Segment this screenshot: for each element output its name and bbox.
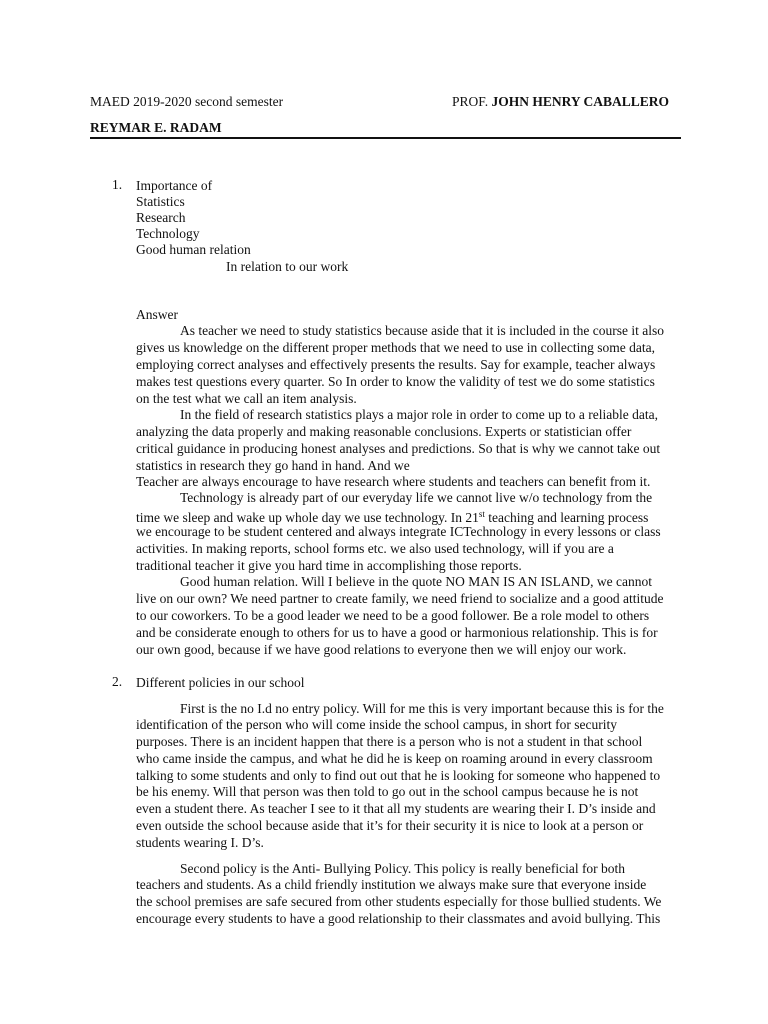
paragraph-line: Good human relation. Will I believe in the quote NO MAN IS AN ISLAND, we cannot	[180, 574, 652, 589]
professor-line	[452, 94, 669, 110]
paragraph-line: First is the no I.d no entry policy. Will for me this is very important because this is for the	[180, 701, 664, 716]
paragraph-line: identification of the person who will come inside the school campus, in short for security	[136, 717, 618, 732]
q1-line: Statistics	[136, 194, 185, 209]
paragraph-line: the school premises are safe secured from other students especially for those bullied students. We	[136, 894, 662, 909]
paragraph-line: students wearing I. D’s.	[136, 835, 264, 850]
paragraph-line: be his enemy. Will that person was then told to go out in the school campus because he is not	[136, 784, 639, 799]
professor-prefix: PROF.	[452, 94, 489, 109]
paragraph-line: on the test what we call an item analysis.	[136, 391, 357, 406]
q1-line: Research	[136, 210, 186, 225]
q1-line: Technology	[136, 226, 200, 241]
text-run: teaching and learning process	[484, 510, 649, 525]
paragraph-line: analyzing the data properly and making reasonable conclusions. Experts or statistician offer	[136, 424, 632, 439]
paragraph-line: As teacher we need to study statistics because aside that it is included in the course it also	[180, 323, 664, 338]
paragraph-line: Technology is already part of our everyday life we cannot live w/o technology from the	[180, 490, 653, 505]
answer-label: Answer	[136, 307, 178, 322]
paragraph-line: talking to some students and only to find out out that he is looking for someone who happened to	[136, 768, 661, 783]
paragraph-line: who came inside the campus, and what he did he is keep on roaming around in every classroom	[136, 751, 653, 766]
paragraph-line: our own good, because if we have good relations to everyone then we will enjoy our work.	[136, 642, 627, 657]
paragraph-line: statistics in research they go hand in hand. And we	[136, 458, 410, 473]
paragraph-line: to our coworkers. To be a good leader we need to be a good follower. Be a role model to others	[136, 608, 650, 623]
paragraph-line: traditional teacher it give you hard time in accomplishing those reports.	[136, 558, 522, 573]
paragraph-line: Teacher are always encourage to have research where students and teachers can benefit from it.	[136, 474, 651, 489]
q2-title: Different policies in our school	[136, 675, 305, 690]
paragraph-line: makes test questions every quarter. So In order to know the validity of test we do some statistics	[136, 374, 655, 389]
paragraph-line: gives us knowledge on the different proper methods that we need to use in collecting some data,	[136, 340, 655, 355]
q1-number: 1.	[112, 177, 123, 192]
paragraph-line: employing correct analyses and effectively presents the results. Say for example, teacher always	[136, 357, 656, 372]
paragraph-line: encourage every students to have a good relationship to their classmates and avoid bullying. This	[136, 911, 661, 926]
professor-name: JOHN HENRY CABALLERO	[491, 94, 669, 109]
paragraph-line: even a student there. As teacher I see to it that all my students are wearing their I. D’s inside and	[136, 801, 656, 816]
q1-subline: In relation to our work	[226, 259, 349, 274]
header-divider	[90, 137, 681, 139]
paragraph-line: and be considerate enough to others for us to have a good or harmonious relationship. This is for	[136, 625, 658, 640]
paragraph-line: teachers and students. As a child friendly institution we always make sure that everyone inside	[136, 877, 647, 892]
course-info: MAED 2019-2020 second semester	[90, 94, 284, 109]
paragraph-line: we encourage to be student centered and always integrate ICTechnology in every lessons or class	[136, 524, 661, 539]
superscript: st	[478, 509, 485, 519]
q2-number: 2.	[112, 674, 123, 689]
paragraph-line: live on our own? We need partner to create family, we need friend to socialize and a good attitude	[136, 591, 664, 606]
paragraph-line: In the field of research statistics plays a major role in order to come up to a reliable data,	[180, 407, 658, 422]
paragraph-line: activities. In making reports, school forms etc. we also used technology, will if you are a	[136, 541, 614, 556]
student-name: REYMAR E. RADAM	[90, 120, 222, 135]
q1-line: Good human relation	[136, 242, 251, 257]
paragraph-line: purposes. There is an incident happen that there is a person who is not a student in that school	[136, 734, 643, 749]
paragraph-line: Second policy is the Anti- Bullying Policy. This policy is really beneficial for both	[180, 861, 626, 876]
q1-line: Importance of	[136, 178, 213, 193]
paragraph-line: even outside the school because aside that it’s for their security it is nice to look at a person or	[136, 818, 644, 833]
paragraph-line: critical guidance in producing honest analyses and predictions. So that is why we cannot take out	[136, 441, 661, 456]
text-run: time we sleep and wake up whole day we use technology. In 21	[136, 510, 479, 525]
